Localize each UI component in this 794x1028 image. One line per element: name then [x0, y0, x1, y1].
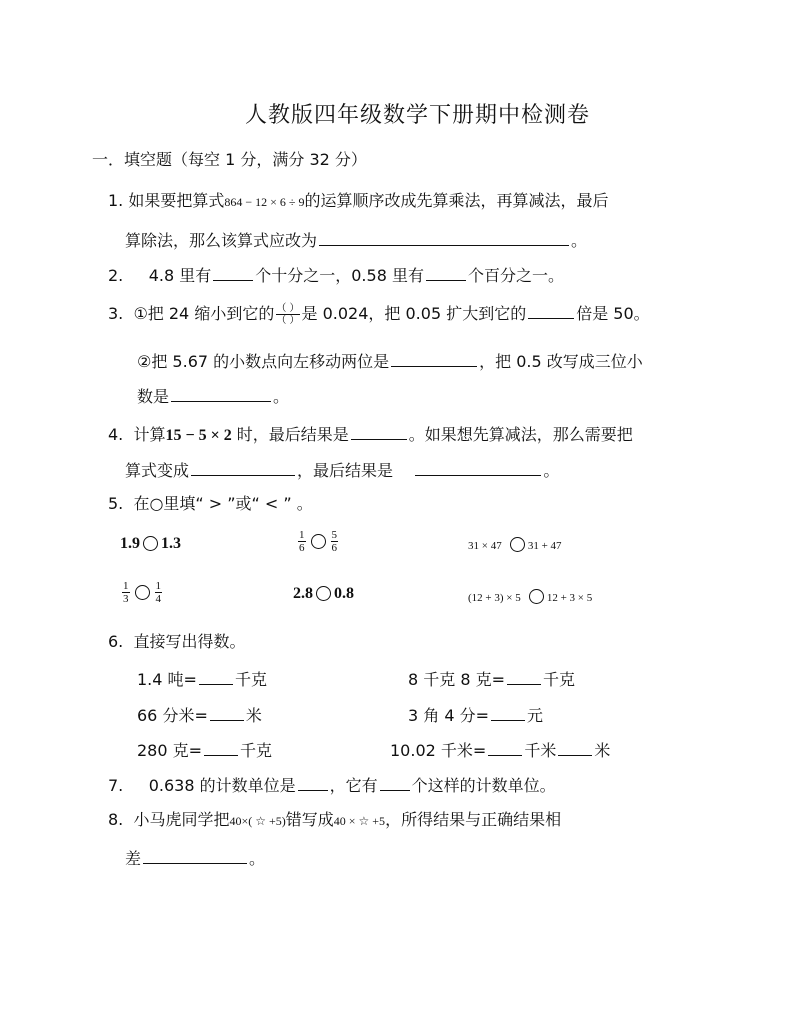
q6-item-3a	[137, 739, 272, 761]
q6-blank[interactable]	[204, 739, 238, 756]
q6-blank[interactable]	[507, 668, 541, 685]
q4-text-f: 。	[543, 461, 560, 480]
q6-unit: 米	[245, 706, 262, 725]
question-2	[108, 264, 564, 286]
q1-answer-blank[interactable]	[319, 229, 569, 246]
q5-d-right-fraction	[155, 580, 163, 605]
q7-number: 7.	[108, 776, 124, 795]
question-3-part2-line2	[137, 385, 289, 407]
question-6	[108, 632, 245, 652]
q5-number: 5.	[108, 494, 124, 513]
q6-blank[interactable]	[488, 739, 522, 756]
q1-text-d: 。	[571, 231, 588, 250]
q6-label: 1.4 吨=	[137, 670, 197, 689]
q6-label: 66 分米=	[137, 706, 208, 725]
q6-unit: 千米	[524, 741, 557, 760]
q6-blank[interactable]	[558, 739, 592, 756]
q3-fraction-denominator[interactable]: （ ）	[276, 315, 300, 326]
q8-text-c: ，所得结果与正确结果相	[385, 810, 562, 829]
q5-b-left-fraction	[298, 529, 306, 554]
q3-text-d: ②把 5.67 的小数点向左移动两位是	[137, 352, 390, 371]
q7-blank-2[interactable]	[380, 774, 410, 791]
q6-unit: 千克	[234, 670, 267, 689]
compare-circle[interactable]	[143, 536, 158, 551]
question-1-line2	[125, 229, 587, 251]
q4-text-c: 。如果想先算减法，那么需要把	[408, 425, 633, 444]
q5-compare-d	[120, 580, 164, 605]
q7-text-c: 个这样的计数单位。	[411, 776, 556, 795]
page-title: 人教版四年级数学下册期中检测卷	[245, 103, 591, 128]
q3-text-f: 数是	[137, 387, 170, 406]
q3-fraction	[276, 303, 299, 326]
q5-e-right: 0.8	[334, 585, 354, 602]
q6-blank[interactable]	[199, 668, 233, 685]
q5-e-left: 2.8	[293, 585, 313, 602]
q5-compare-a	[120, 533, 181, 553]
q5-a-right: 1.3	[161, 535, 181, 552]
q3-fraction-numerator[interactable]: （ ）	[276, 303, 300, 314]
question-3	[108, 302, 650, 326]
q8-number: 8.	[108, 810, 124, 829]
compare-circle[interactable]	[316, 586, 331, 601]
q8-text-b: 错写成	[285, 810, 334, 829]
fraction-numerator: 1	[299, 529, 305, 541]
q1-text-c: 算除法，那么该算式应改为	[125, 231, 318, 250]
fraction-numerator: 1	[155, 580, 161, 592]
q3-text-b: 是 0.024，把 0.05 扩大到它的	[301, 304, 527, 323]
q6-item-2a	[137, 704, 262, 726]
question-4-line2	[125, 459, 559, 481]
q2-blank-2[interactable]	[426, 264, 466, 281]
q3-blank-3[interactable]	[171, 385, 271, 402]
fraction-denominator: 3	[123, 593, 129, 605]
q6-number: 6.	[108, 632, 124, 651]
question-3-part2	[137, 350, 643, 372]
fraction-numerator: 5	[331, 529, 337, 541]
q8-text-a: 小马虎同学把	[133, 810, 230, 829]
q5-c-left: 31 × 47	[468, 540, 502, 552]
q5-f-left: (12 + 3) × 5	[468, 592, 521, 604]
q5-compare-f	[468, 586, 592, 605]
q7-blank-1[interactable]	[298, 774, 328, 791]
q5-b-right-fraction	[331, 529, 339, 554]
q6-blank[interactable]	[210, 704, 244, 721]
q2-text-a: 4.8 里有	[148, 266, 212, 285]
q4-text-b: 时，最后结果是	[236, 425, 349, 444]
q6-label: 280 克=	[137, 741, 203, 760]
q6-item-2b	[408, 704, 543, 726]
q4-text-d: 算式变成	[125, 461, 190, 480]
q6-item-3b	[390, 739, 610, 761]
q5-compare-b	[296, 529, 340, 554]
q4-text-a: 计算	[133, 425, 166, 444]
q8-expression-wrong: 40 × ☆ +5	[333, 814, 386, 828]
q3-number: 3.	[108, 304, 124, 323]
q7-text-a: 0.638 的计数单位是	[148, 776, 296, 795]
q5-text: 在○里填“ > ”或“ < ” 。	[133, 494, 313, 513]
q3-blank-2[interactable]	[391, 350, 477, 367]
q8-expression-correct: 40×( ☆ +5)	[229, 814, 286, 828]
fraction-denominator: 4	[155, 593, 161, 605]
q8-answer-blank[interactable]	[143, 847, 247, 864]
fraction-denominator: 6	[331, 542, 337, 554]
q4-blank-2[interactable]	[191, 459, 295, 476]
section-heading: 一．填空题（每空 1 分，满分 32 分）	[92, 150, 367, 169]
question-5	[108, 494, 313, 514]
question-1	[108, 191, 609, 212]
q1-number: 1.	[108, 191, 124, 210]
q1-expression: 864 − 12 × 6 ÷ 9	[224, 195, 305, 209]
q6-label: 3 角 4 分=	[408, 706, 490, 725]
q7-text-b: ，它有	[329, 776, 378, 795]
compare-circle[interactable]	[510, 537, 525, 552]
q4-blank-3[interactable]	[415, 459, 541, 476]
q3-blank-1[interactable]	[528, 302, 574, 319]
q6-unit: 元	[527, 706, 544, 725]
q4-text-e: ，最后结果是	[297, 461, 394, 480]
q6-item-1a	[137, 668, 267, 690]
q5-f-right: 12 + 3 × 5	[546, 592, 593, 604]
q5-a-left: 1.9	[120, 535, 140, 552]
q3-text-a: ①把 24 缩小到它的	[133, 304, 275, 323]
q6-item-1b	[408, 668, 575, 690]
q6-label: 8 千克 8 克=	[408, 670, 506, 689]
compare-circle[interactable]	[529, 589, 544, 604]
q5-compare-c	[468, 534, 562, 553]
q6-blank[interactable]	[491, 704, 525, 721]
q2-text-c: 个百分之一。	[467, 266, 564, 285]
fraction-numerator: 1	[123, 580, 129, 592]
q4-blank-1[interactable]	[351, 423, 407, 440]
compare-circle[interactable]	[135, 585, 150, 600]
q3-text-c: 倍是 50。	[576, 304, 650, 323]
q6-text: 直接写出得数。	[133, 632, 246, 651]
q5-compare-e	[293, 583, 354, 603]
question-8	[108, 810, 561, 831]
q8-text-d: 差	[125, 849, 142, 868]
q1-text-a: 如果要把算式	[128, 191, 225, 210]
q1-text-b: 的运算顺序改成先算乘法，再算减法，最后	[304, 191, 609, 210]
q6-unit: 米	[594, 741, 611, 760]
fraction-denominator: 6	[299, 542, 305, 554]
q3-text-g: 。	[273, 387, 290, 406]
q2-blank-1[interactable]	[213, 264, 253, 281]
q4-expression: 15 − 5 × 2	[165, 427, 232, 444]
q6-unit: 千克	[543, 670, 576, 689]
q3-text-e: ，把 0.5 改写成三位小	[479, 352, 643, 371]
q2-number: 2.	[108, 266, 124, 285]
q4-number: 4.	[108, 425, 124, 444]
q5-d-left-fraction	[122, 580, 130, 605]
question-8-line2	[125, 847, 265, 869]
q2-text-b: 个十分之一，0.58 里有	[255, 266, 424, 285]
q5-c-right: 31 + 47	[527, 540, 562, 552]
q8-text-e: 。	[249, 849, 266, 868]
q6-label: 10.02 千米=	[390, 741, 487, 760]
q6-unit: 千克	[240, 741, 273, 760]
question-7	[108, 774, 556, 796]
question-4	[108, 423, 633, 446]
compare-circle[interactable]	[311, 534, 326, 549]
